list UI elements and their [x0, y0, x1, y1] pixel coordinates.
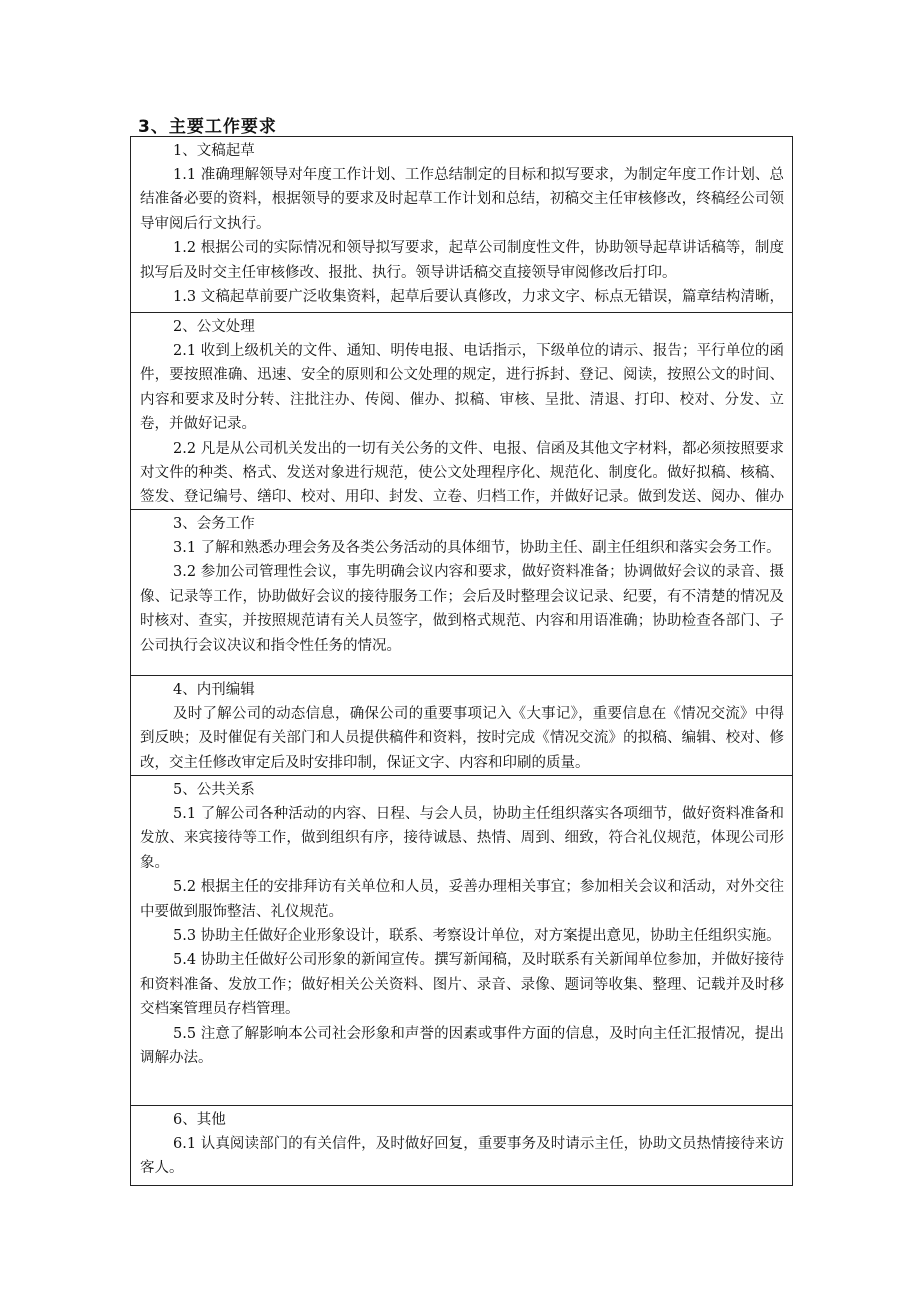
paragraph: 6.1 认真阅读部门的有关信件，及时做好回复，重要事务及时请示主任，协助文员热情接待来访客人。: [140, 1136, 784, 1177]
paragraph: 5.2 根据主任的安排拜访有关单位和人员，妥善办理相关事宜；参加相关会议和活动，对外交往中要做到服饰整洁、礼仪规范。: [140, 879, 784, 920]
paragraph: 3.2 参加公司管理性会议，事先明确会议内容和要求，做好资料准备；协调做好会议的录音、摄像、记录等工作，协助做好会议的接待服务工作；会后及时整理会议记录、纪要，有不清楚的情况及时核对、查实，并按照规范请有关人员签字，做到格式规范、内容和用语准确；协助检查各部门、子公司执行会议决议和指令性任务的情况。: [140, 564, 784, 654]
paragraph: 5.4 协助主任做好公司形象的新闻宣传。撰写新闻稿，及时联系有关新闻单位参加，并做好接待和资料准备、发放工作；做好相关公关资料、图片、录音、录像、题词等收集、整理、记载并及时移交档案管理员存档管理。: [140, 952, 784, 1018]
requirements-table: [130, 136, 793, 1186]
paragraph: 1.3 文稿起草前要广泛收集资料，起草后要认真修改，力求文字、标点无错误，篇章结构清晰，: [173, 289, 784, 306]
section-heading: 3、主要工作要求: [138, 117, 277, 137]
section-internal-publication: [131, 676, 792, 776]
paragraph: 2.1 收到上级机关的文件、通知、明传电报、电话指示，下级单位的请示、报告；平行单位的函件，要按照准确、迅速、安全的原则和公文处理的规定，进行拆封、登记、阅读，按照公文的时间、内容和要求及时分转、注批注办、传阅、催办、拟稿、审核、呈批、清退、打印、校对、分发、立卷，并做好记录。: [140, 343, 784, 433]
paragraph: 3.1 了解和熟悉办理会务及各类公务活动的具体细节，协助主任、副主任组织和落实会务工作。: [173, 540, 781, 556]
paragraph: 1.1 准确理解领导对年度工作计划、工作总结制定的目标和拟写要求，为制定年度工作计划、总结准备必要的资料，根据领导的要求及时起草工作计划和总结，初稿交主任审核修改，终稿经公司领导审阅后行文执行。: [140, 167, 784, 232]
paragraph: 2.2 凡是从公司机关发出的一切有关公务的文件、电报、信函及其他文字材料，都必须按照要求对文件的种类、格式、发送对象进行规范，使公文处理程序化、规范化、制度化。做好拟稿、核稿、签发、登记编号、缮印、校对、用印、封发、立卷、归档工作，并做好记录。做到发送、阅办、催办: [140, 440, 784, 506]
section-title: 5、公共关系: [173, 782, 255, 798]
paragraph: 及时了解公司的动态信息，确保公司的重要事项记入《大事记》，重要信息在《情况交流》中得到反映；及时催促有关部门和人员提供稿件和资料，按时完成《情况交流》的拟稿、编辑、校对、修改，交主任修改审定后及时安排印制，保证文字、内容和印刷的质量。: [140, 706, 784, 771]
paragraph: 5.3 协助主任做好企业形象设计，联系、考察设计单位，对方案提出意见，协助主任组织实施。: [173, 928, 781, 945]
section-official-documents: [131, 313, 792, 510]
paragraph: 5.5 注意了解影响本公司社会形象和声誉的因素或事件方面的信息，及时向主任汇报情况，提出调解办法。: [140, 1025, 784, 1067]
paragraph: 1.2 根据公司的实际情况和领导拟写要求，起草公司制度性文件，协助领导起草讲话稿等，制度拟写后及时交主任审核修改、报批、执行。领导讲话稿交直接领导审阅修改后打印。: [140, 240, 784, 281]
section-title: 2、公文处理: [173, 319, 255, 335]
section-title: 1、文稿起草: [173, 143, 255, 159]
section-title: 4、内刊编辑: [173, 682, 255, 698]
section-title: 6、其他: [173, 1112, 226, 1128]
paragraph: 5.1 了解公司各种活动的内容、日程、与会人员，协助主任组织落实各项细节，做好资料准备和发放、来宾接待等工作，做到组织有序，接待诚恳、热情、周到、细致，符合礼仪规范，体现公司形象。: [140, 806, 784, 871]
section-title: 3、会务工作: [173, 516, 255, 532]
section-public-relations: [131, 776, 792, 1106]
section-document-drafting: [131, 137, 792, 313]
section-other: [131, 1106, 792, 1185]
section-meeting-affairs: [131, 510, 792, 676]
